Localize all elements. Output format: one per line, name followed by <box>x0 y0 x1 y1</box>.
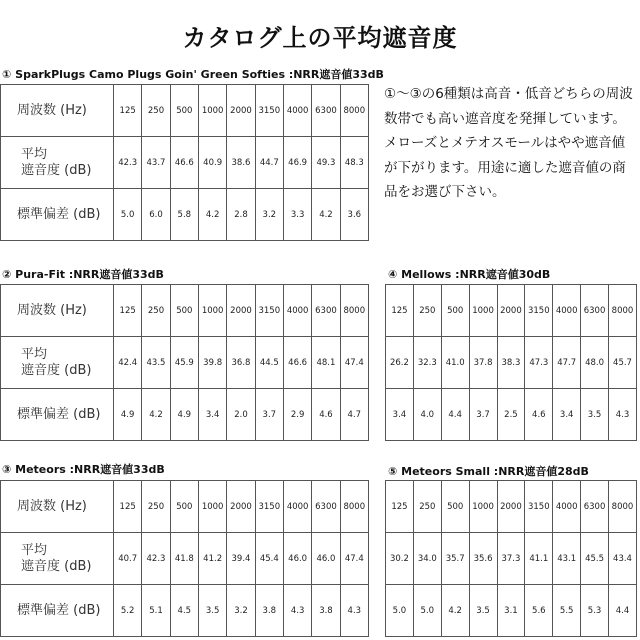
table-cell: 48.0 <box>581 337 609 389</box>
table-cell: 46.6 <box>283 337 311 389</box>
table-cell: 5.6 <box>525 585 553 637</box>
table-cell: 8000 <box>340 285 368 337</box>
table-cell: 4.2 <box>312 189 340 241</box>
table-cell: 3150 <box>255 481 283 533</box>
table-cell: 47.3 <box>525 337 553 389</box>
table-cell: 3.2 <box>255 189 283 241</box>
table-cell: 3.7 <box>255 389 283 441</box>
page-title: カタログ上の平均遮音度 <box>182 24 458 52</box>
table-cell: 250 <box>142 481 170 533</box>
table-cell: 41.1 <box>525 533 553 585</box>
table-cell: 6300 <box>312 85 340 137</box>
table-cell: 3.1 <box>497 585 525 637</box>
frequency-row <box>386 481 637 533</box>
stddev-row <box>386 389 637 441</box>
table-cell: 3.4 <box>553 389 581 441</box>
row-label-stddev: 標準偏差 (dB) <box>1 189 114 241</box>
table-cell: 2.8 <box>227 189 255 241</box>
row-label-mean-line1: 平均 <box>21 346 48 362</box>
table-cell: 500 <box>170 285 198 337</box>
table-cell: 1000 <box>198 85 226 137</box>
table-cell: 5.0 <box>413 585 441 637</box>
table-cell: 4.4 <box>441 389 469 441</box>
row-label-stddev: 標準偏差 (dB) <box>1 585 114 637</box>
table-cell: 5.5 <box>553 585 581 637</box>
table-cell: 4.5 <box>170 585 198 637</box>
frequency-row <box>1 85 369 137</box>
table-cell: 125 <box>114 285 142 337</box>
row-label-mean-line2: 遮音度 (dB) <box>21 162 92 178</box>
table-cell: 2.9 <box>283 389 311 441</box>
table-cell: 3150 <box>525 481 553 533</box>
table-cell: 5.1 <box>142 585 170 637</box>
frequency-row <box>1 285 369 337</box>
table-cell: 39.8 <box>198 337 226 389</box>
table-cell: 49.3 <box>312 137 340 189</box>
table-cell: 40.7 <box>114 533 142 585</box>
table-cell: 2000 <box>227 85 255 137</box>
table-cell: 4.3 <box>340 585 368 637</box>
stddev-row <box>386 585 637 637</box>
table-cell: 3.8 <box>255 585 283 637</box>
table-cell: 44.5 <box>255 337 283 389</box>
attenuation-table-4 <box>385 284 637 441</box>
table-cell: 1000 <box>198 481 226 533</box>
table-cell: 34.0 <box>413 533 441 585</box>
table-cell: 6300 <box>581 481 609 533</box>
row-label-frequency: 周波数 (Hz) <box>1 481 114 533</box>
row-label-mean-line2: 遮音度 (dB) <box>21 362 92 378</box>
table-cell: 500 <box>441 285 469 337</box>
table-cell: 5.3 <box>581 585 609 637</box>
mean-attenuation-row <box>1 337 369 389</box>
table-cell: 2000 <box>497 285 525 337</box>
table-cell: 4.2 <box>441 585 469 637</box>
table-cell: 4.4 <box>609 585 637 637</box>
table-cell: 250 <box>413 285 441 337</box>
attenuation-table-5 <box>385 480 637 637</box>
table-cell: 43.1 <box>553 533 581 585</box>
table-cell: 4000 <box>283 285 311 337</box>
stddev-row <box>1 189 369 241</box>
row-label-mean-line2: 遮音度 (dB) <box>21 558 92 574</box>
table-cell: 3.4 <box>198 389 226 441</box>
table-cell: 30.2 <box>386 533 414 585</box>
table-cell: 42.3 <box>114 137 142 189</box>
attenuation-table-3 <box>0 480 369 637</box>
table-cell: 40.9 <box>198 137 226 189</box>
table-cell: 4.9 <box>170 389 198 441</box>
table-cell: 41.0 <box>441 337 469 389</box>
table-cell: 47.4 <box>340 337 368 389</box>
section-heading-3: ③ Meteors :NRR遮音値33dB <box>2 463 165 476</box>
row-label-mean-line1: 平均 <box>21 146 48 162</box>
table-cell: 3.2 <box>227 585 255 637</box>
table-cell: 26.2 <box>386 337 414 389</box>
table-cell: 4000 <box>553 285 581 337</box>
table-cell: 43.7 <box>142 137 170 189</box>
table-cell: 6300 <box>581 285 609 337</box>
table-cell: 250 <box>413 481 441 533</box>
table-cell: 125 <box>114 481 142 533</box>
table-cell: 3.5 <box>469 585 497 637</box>
table-cell: 2.0 <box>227 389 255 441</box>
table-cell: 47.4 <box>340 533 368 585</box>
stddev-row <box>1 389 369 441</box>
table-cell: 8000 <box>340 85 368 137</box>
table-cell: 250 <box>142 285 170 337</box>
row-label-mean-line1: 平均 <box>21 542 48 558</box>
mean-attenuation-row <box>1 533 369 585</box>
table-cell: 45.5 <box>581 533 609 585</box>
table-cell: 45.7 <box>609 337 637 389</box>
table-cell: 1000 <box>198 285 226 337</box>
table-cell: 125 <box>386 481 414 533</box>
table-cell: 46.0 <box>312 533 340 585</box>
table-cell: 4.2 <box>142 389 170 441</box>
row-label-stddev: 標準偏差 (dB) <box>1 389 114 441</box>
table-cell: 3.4 <box>386 389 414 441</box>
mean-attenuation-row <box>1 137 369 189</box>
table-cell: 37.8 <box>469 337 497 389</box>
table-cell: 6300 <box>312 481 340 533</box>
table-cell: 4.3 <box>609 389 637 441</box>
table-cell: 5.0 <box>386 585 414 637</box>
table-cell: 38.3 <box>497 337 525 389</box>
table-cell: 3.6 <box>340 189 368 241</box>
table-cell: 125 <box>114 85 142 137</box>
attenuation-table-2 <box>0 284 369 441</box>
table-cell: 6.0 <box>142 189 170 241</box>
frequency-row <box>1 481 369 533</box>
row-label-frequency: 周波数 (Hz) <box>1 285 114 337</box>
table-cell: 2000 <box>497 481 525 533</box>
table-cell: 38.6 <box>227 137 255 189</box>
section-heading-1: ① SparkPlugs Camo Plugs Goin' Green Softies :NRR遮音値33dB <box>2 68 384 81</box>
table-cell: 250 <box>142 85 170 137</box>
section-heading-4: ④ Mellows :NRR遮音値30dB <box>388 268 551 281</box>
table-cell: 41.2 <box>198 533 226 585</box>
table-cell: 2000 <box>227 285 255 337</box>
table-cell: 2.5 <box>497 389 525 441</box>
table-cell: 4.2 <box>198 189 226 241</box>
section-heading-2: ② Pura-Fit :NRR遮音値33dB <box>2 268 164 281</box>
table-cell: 3150 <box>255 285 283 337</box>
table-cell: 2000 <box>227 481 255 533</box>
row-label-frequency: 周波数 (Hz) <box>1 85 114 137</box>
table-cell: 125 <box>386 285 414 337</box>
table-cell: 37.3 <box>497 533 525 585</box>
table-cell: 3.8 <box>312 585 340 637</box>
table-cell: 3150 <box>525 285 553 337</box>
table-cell: 48.3 <box>340 137 368 189</box>
attenuation-table-1 <box>0 84 369 241</box>
table-cell: 4.6 <box>312 389 340 441</box>
table-cell: 1000 <box>469 285 497 337</box>
table-cell: 5.8 <box>170 189 198 241</box>
table-cell: 32.3 <box>413 337 441 389</box>
description-note: ①～③の6種類は高音・低音どちらの周波数帯でも高い遮音度を発揮しています。メローズとメテオスモールはやや遮音値が下がります。用途に適した遮音値の商品をお選び下さい。 <box>384 86 633 200</box>
table-cell: 4.3 <box>283 585 311 637</box>
table-cell: 8000 <box>609 285 637 337</box>
table-cell: 35.7 <box>441 533 469 585</box>
table-cell: 46.6 <box>170 137 198 189</box>
table-cell: 4.6 <box>525 389 553 441</box>
table-cell: 4.0 <box>413 389 441 441</box>
table-cell: 6300 <box>312 285 340 337</box>
table-cell: 43.5 <box>142 337 170 389</box>
table-cell: 5.2 <box>114 585 142 637</box>
table-cell: 5.0 <box>114 189 142 241</box>
table-cell: 48.1 <box>312 337 340 389</box>
table-cell: 36.8 <box>227 337 255 389</box>
table-cell: 42.4 <box>114 337 142 389</box>
table-cell: 45.9 <box>170 337 198 389</box>
table-cell: 35.6 <box>469 533 497 585</box>
table-cell: 8000 <box>340 481 368 533</box>
table-cell: 4.7 <box>340 389 368 441</box>
table-cell: 4.9 <box>114 389 142 441</box>
row-label-mean <box>1 137 114 189</box>
table-cell: 44.7 <box>255 137 283 189</box>
table-cell: 3.3 <box>283 189 311 241</box>
row-label-mean <box>1 533 114 585</box>
table-cell: 46.9 <box>283 137 311 189</box>
table-cell: 46.0 <box>283 533 311 585</box>
table-cell: 4000 <box>283 481 311 533</box>
table-cell: 41.8 <box>170 533 198 585</box>
table-cell: 39.4 <box>227 533 255 585</box>
table-cell: 3.5 <box>198 585 226 637</box>
table-cell: 3.7 <box>469 389 497 441</box>
section-heading-5: ⑤ Meteors Small :NRR遮音値28dB <box>388 465 589 478</box>
frequency-row <box>386 285 637 337</box>
table-cell: 3150 <box>255 85 283 137</box>
table-cell: 500 <box>170 481 198 533</box>
table-cell: 43.4 <box>609 533 637 585</box>
table-cell: 4000 <box>283 85 311 137</box>
table-cell: 8000 <box>609 481 637 533</box>
table-cell: 500 <box>441 481 469 533</box>
table-cell: 500 <box>170 85 198 137</box>
row-label-mean <box>1 337 114 389</box>
table-cell: 45.4 <box>255 533 283 585</box>
table-cell: 42.3 <box>142 533 170 585</box>
stddev-row <box>1 585 369 637</box>
table-cell: 1000 <box>469 481 497 533</box>
table-cell: 47.7 <box>553 337 581 389</box>
mean-attenuation-row <box>386 533 637 585</box>
table-cell: 3.5 <box>581 389 609 441</box>
mean-attenuation-row <box>386 337 637 389</box>
table-cell: 4000 <box>553 481 581 533</box>
